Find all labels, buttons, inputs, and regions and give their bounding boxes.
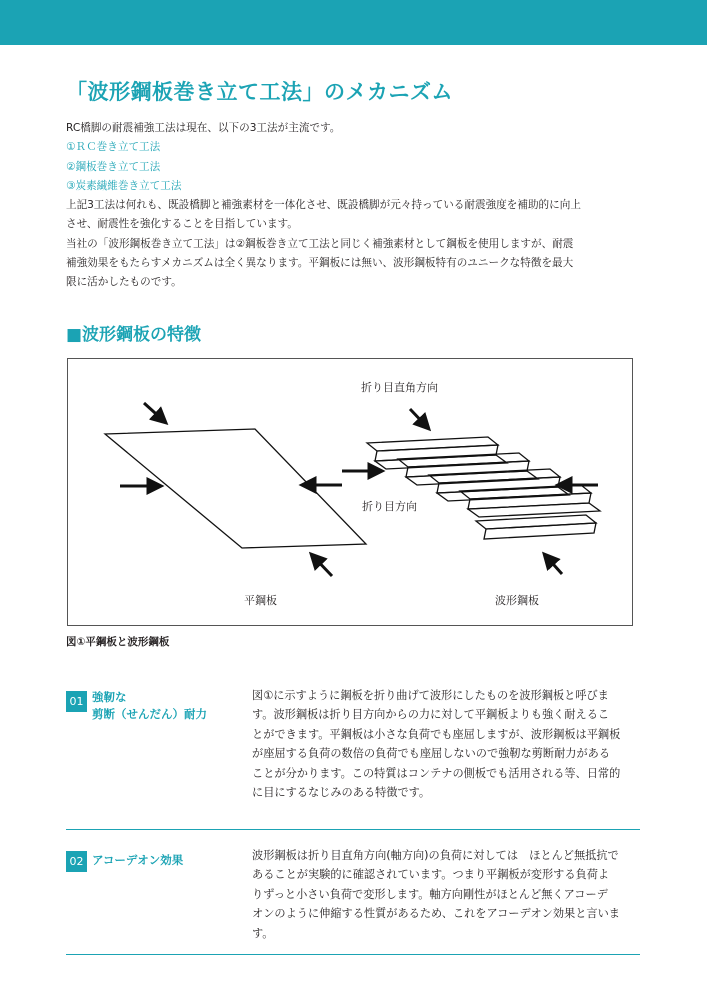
feature-body-line: 波形鋼板は折り目直角方向(軸方向)の負荷に対しては ほとんど無抵抗で bbox=[252, 849, 619, 862]
arrow-flat-top bbox=[144, 403, 165, 422]
intro-line: 補強効果をもたらすメカニズムは全く異なります。平鋼板には無い、波形鋼板特有のユニークな特徴を最大 bbox=[66, 257, 574, 270]
figure-flat-vs-corrugated bbox=[67, 358, 633, 626]
intro-line: RC橋脚の耐震補強工法は現在、以下の3工法が主流です。 bbox=[66, 122, 341, 134]
arrow-corr-top bbox=[410, 409, 428, 428]
arrow-flat-bottom bbox=[312, 555, 332, 576]
feature-body-line: す。波形鋼板は折り目方向からの力に対して平鋼板よりも強く耐えるこ bbox=[252, 708, 610, 722]
corrugated-plate-shape bbox=[367, 437, 600, 539]
feature-number-badge: 02 bbox=[66, 851, 87, 872]
arrow-corr-bottom bbox=[545, 555, 562, 574]
feature-body-line: 図①に示すように鋼板を折り曲げて波形にしたものを波形鋼板と呼びま bbox=[252, 689, 609, 702]
label-corrugated-plate: 波形鋼板 bbox=[495, 594, 539, 607]
figure-caption: 図①平鋼板と波形鋼板 bbox=[66, 636, 170, 648]
flat-plate-shape bbox=[105, 429, 366, 548]
feature-title-line: アコーデオン効果 bbox=[92, 853, 184, 867]
feature-body-line: が座屈する負荷の数倍の負荷でも座屈しないので強靭な剪断耐力がある bbox=[252, 747, 611, 761]
intro-line: 当社の「波形鋼板巻き立て工法」は②鋼板巻き立て工法と同じく補強素材として鋼板を使用しますが、耐震 bbox=[66, 237, 574, 250]
feature-body bbox=[252, 846, 640, 943]
feature-title bbox=[92, 852, 183, 869]
intro-line: 上記3工法は何れも、既設橋脚と補強素材を一体化させ、既設橋脚が元々持っている耐震強度を補助的に向上 bbox=[66, 199, 581, 212]
feature-body-line: す。 bbox=[252, 926, 274, 940]
feature-number-badge: 01 bbox=[66, 691, 87, 712]
top-header-bar bbox=[0, 0, 707, 45]
intro-line: 限に活かしたものです。 bbox=[66, 276, 182, 289]
feature-title-line: 剪断（せんだん）耐力 bbox=[92, 707, 207, 721]
feature-body bbox=[252, 686, 640, 802]
feature-body-line: りずっと小さい負荷で変形します。軸方向剛性がほとんど無くアコーデ bbox=[252, 887, 608, 901]
section-heading: ■波形鋼板の特徴 bbox=[66, 325, 202, 345]
feature-body-line: オンのように伸縮する性質があるため、これをアコーデオン効果と言いま bbox=[252, 907, 620, 921]
feature-title bbox=[92, 689, 207, 723]
force-arrows bbox=[120, 403, 598, 576]
method-rc-wrapping: ①ＲＣ巻き立て工法 bbox=[66, 141, 161, 154]
section-divider bbox=[66, 954, 640, 955]
feature-body-line: とができます。平鋼板は小さな負荷でも座屈しますが、波形鋼板は平鋼板 bbox=[252, 727, 621, 741]
label-fold-direction: 折り目方向 bbox=[362, 500, 417, 513]
feature-title-line: 強靭な bbox=[92, 690, 127, 704]
feature-body-line: に目にするなじみのある特徴です。 bbox=[252, 786, 431, 800]
method-steel-plate-wrapping: ②鋼板巻き立て工法 bbox=[66, 160, 161, 173]
method-carbon-fiber-wrapping: ③炭素繊維巻き立て工法 bbox=[66, 179, 182, 192]
intro-text bbox=[66, 119, 646, 293]
feature-body-line: あることが実験的に確認されています。つまり平鋼板が変形する負荷よ bbox=[252, 868, 610, 882]
feature-body-line: ことが分かります。この特質はコンテナの側板でも活用される等、日常的 bbox=[252, 766, 621, 780]
figure-diagram bbox=[68, 359, 634, 627]
label-flat-plate: 平鋼板 bbox=[244, 594, 277, 607]
section-divider bbox=[66, 829, 640, 830]
intro-line: させ、耐震性を強化することを目指しています。 bbox=[66, 218, 298, 231]
label-fold-perpendicular: 折り目直角方向 bbox=[361, 381, 438, 394]
page-title: 「波形鋼板巻き立て工法」のメカニズム bbox=[66, 80, 453, 104]
